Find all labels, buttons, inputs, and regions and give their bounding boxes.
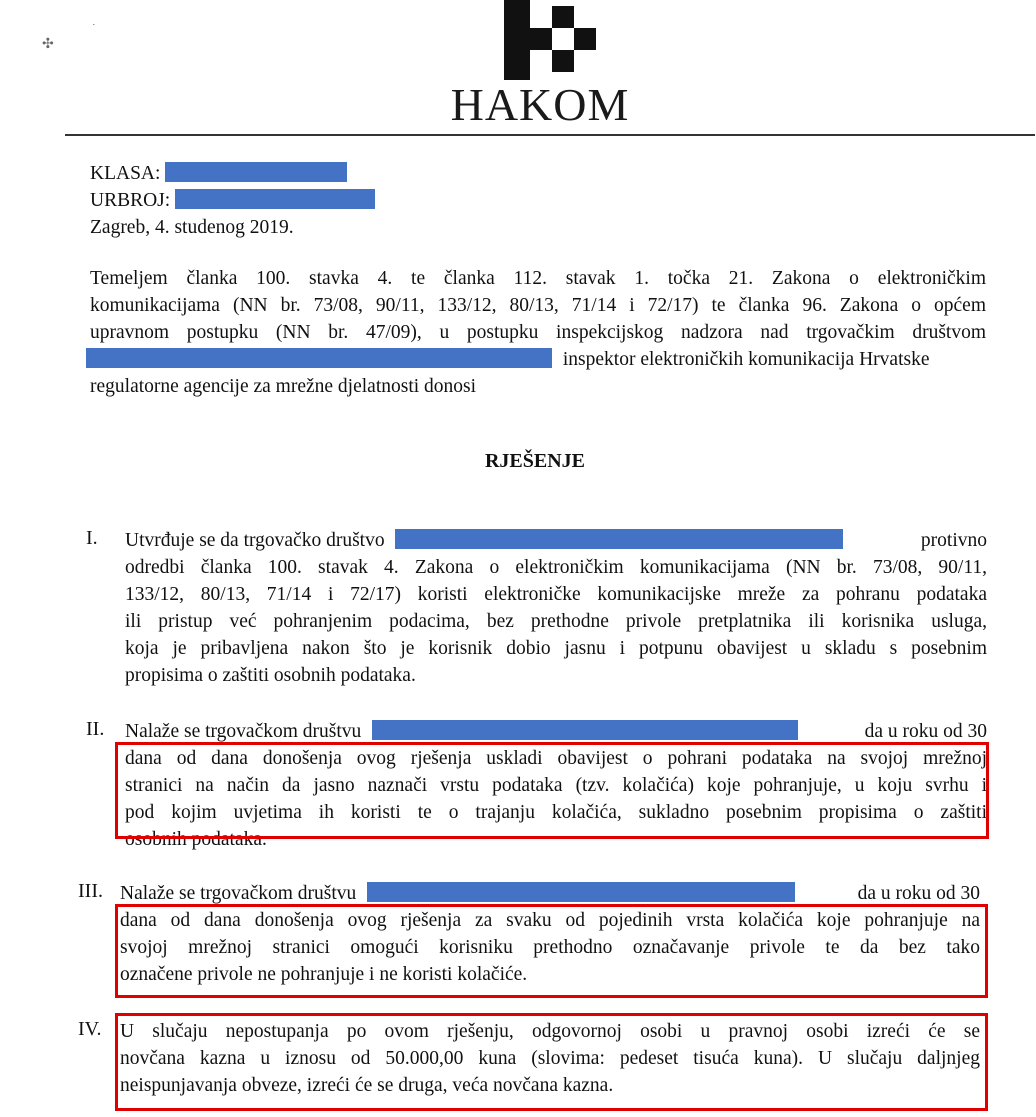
item-line: U slučaju nepostupanja po ovom rješenju, odgovornoj osobi u pravnoj osobi izreći će se (120, 1021, 980, 1042)
item-line: svojoj mrežnoj stranici omogući korisniku prethodno označavanje privole te da bez tako (120, 937, 980, 958)
item-numeral: I. (86, 527, 98, 549)
item-line-text: Utvrđuje se da trgovačko društvo (125, 530, 385, 551)
redaction-bar (367, 882, 795, 902)
item-line-text: protivno (920, 530, 987, 551)
redaction-bar (395, 529, 843, 549)
item-line: propisima o zaštiti osobnih podataka. (125, 665, 416, 686)
item-numeral: IV. (78, 1018, 102, 1040)
item-numeral: II. (86, 718, 105, 740)
item-line: novčana kazna u iznosu od 50.000,00 kuna (slovima: pedeset tisuća kuna). U slučaju daljnjeg (120, 1048, 980, 1069)
scan-speck: ✣ (42, 37, 54, 52)
urbroj-label: URBROJ: (90, 190, 171, 211)
item-line: ili pristup već pohranjenim podacima, bez prethodne privole pretplatnika ili korisnika usluga, (125, 611, 987, 632)
highlight-box (115, 1013, 988, 1111)
item-line: odredbi članka 100. stavak 4. Zakona o elektroničkim komunikacijama (NN br. 73/08, 90/11, (125, 557, 987, 578)
org-name: HAKOM (450, 79, 630, 130)
item-line (125, 718, 987, 745)
redaction-bar (165, 162, 347, 182)
item-line: neispunjavanja obveze, izreći će se druga, veća novčana kazna. (120, 1075, 614, 1096)
item-line: dana od dana donošenja ovog rješenja uskladi obavijest o pohrani podataka na svojoj mrežnoj (125, 748, 987, 769)
klasa-label: KLASA: (90, 163, 161, 184)
redaction-bar (175, 189, 375, 209)
highlight-box (115, 742, 989, 839)
item-line-text: Nalaže se trgovačkom društvu (120, 883, 357, 904)
item-line: označene privole ne pohranjuje i ne koristi kolačiće. (120, 964, 528, 985)
redaction-bar (86, 348, 552, 368)
intro-line-4: inspektor elektroničkih komunikacija Hrvatske (562, 349, 930, 370)
intro-line: komunikacijama (NN br. 73/08, 90/11, 133/12, 80/13, 71/14 i 72/17) te članka 96. Zakona o općem (90, 295, 986, 316)
redaction-bar (372, 720, 798, 740)
item-line: dana od dana donošenja ovog rješenja za svaku od pojedinih vrsta kolačića koje pohranjuje na (120, 910, 980, 931)
item-line: pod kojim uvjetima ih koristi te o trajanju kolačića, sukladno posebnim propisima o zaštiti (125, 802, 987, 823)
intro-line: Temeljem članka 100. stavka 4. te članka 112. stavak 1. točka 21. Zakona o elektroničkim (90, 268, 986, 289)
item-line (125, 527, 987, 554)
intro-line (90, 346, 986, 373)
klasa-field (90, 160, 347, 187)
item-line-text: da u roku od 30 (857, 883, 980, 904)
item-line: osobnih podataka. (125, 829, 267, 850)
hakom-logo-icon (500, 0, 610, 80)
highlight-box (115, 904, 988, 998)
item-line: stranici na način da jasno naznači vrstu podataka (tzv. kolačića) koje pohranjuje, u koju svrhu i (125, 775, 987, 796)
intro-line: regulatorne agencije za mrežne djelatnosti donosi (90, 376, 477, 397)
intro-line: upravnom postupku (NN br. 47/09), u postupku inspekcijskog nadzora nad trgovačkim društvom (90, 322, 986, 343)
item-line: 133/12, 80/13, 71/14 i 72/17) koristi elektroničke komunikacijske mreže za pohranu podataka (125, 584, 987, 605)
item-line (120, 880, 980, 907)
urbroj-field (90, 187, 375, 214)
decision-title: RJEŠENJE (484, 450, 586, 472)
scan-speck: ˙ (92, 22, 96, 34)
item-i-paragraph (125, 527, 987, 689)
intro-paragraph (90, 265, 986, 400)
item-numeral: III. (78, 880, 103, 902)
place-date: Zagreb, 4. studenog 2019. (90, 217, 294, 238)
item-line-text: da u roku od 30 (864, 721, 987, 742)
item-line-text: Nalaže se trgovačkom društvu (125, 721, 362, 742)
item-line: koja je pribavljena nakon što je korisnik dobio jasnu i potpunu obavijest u skladu s posebnim (125, 638, 987, 659)
header-divider (65, 134, 1035, 136)
